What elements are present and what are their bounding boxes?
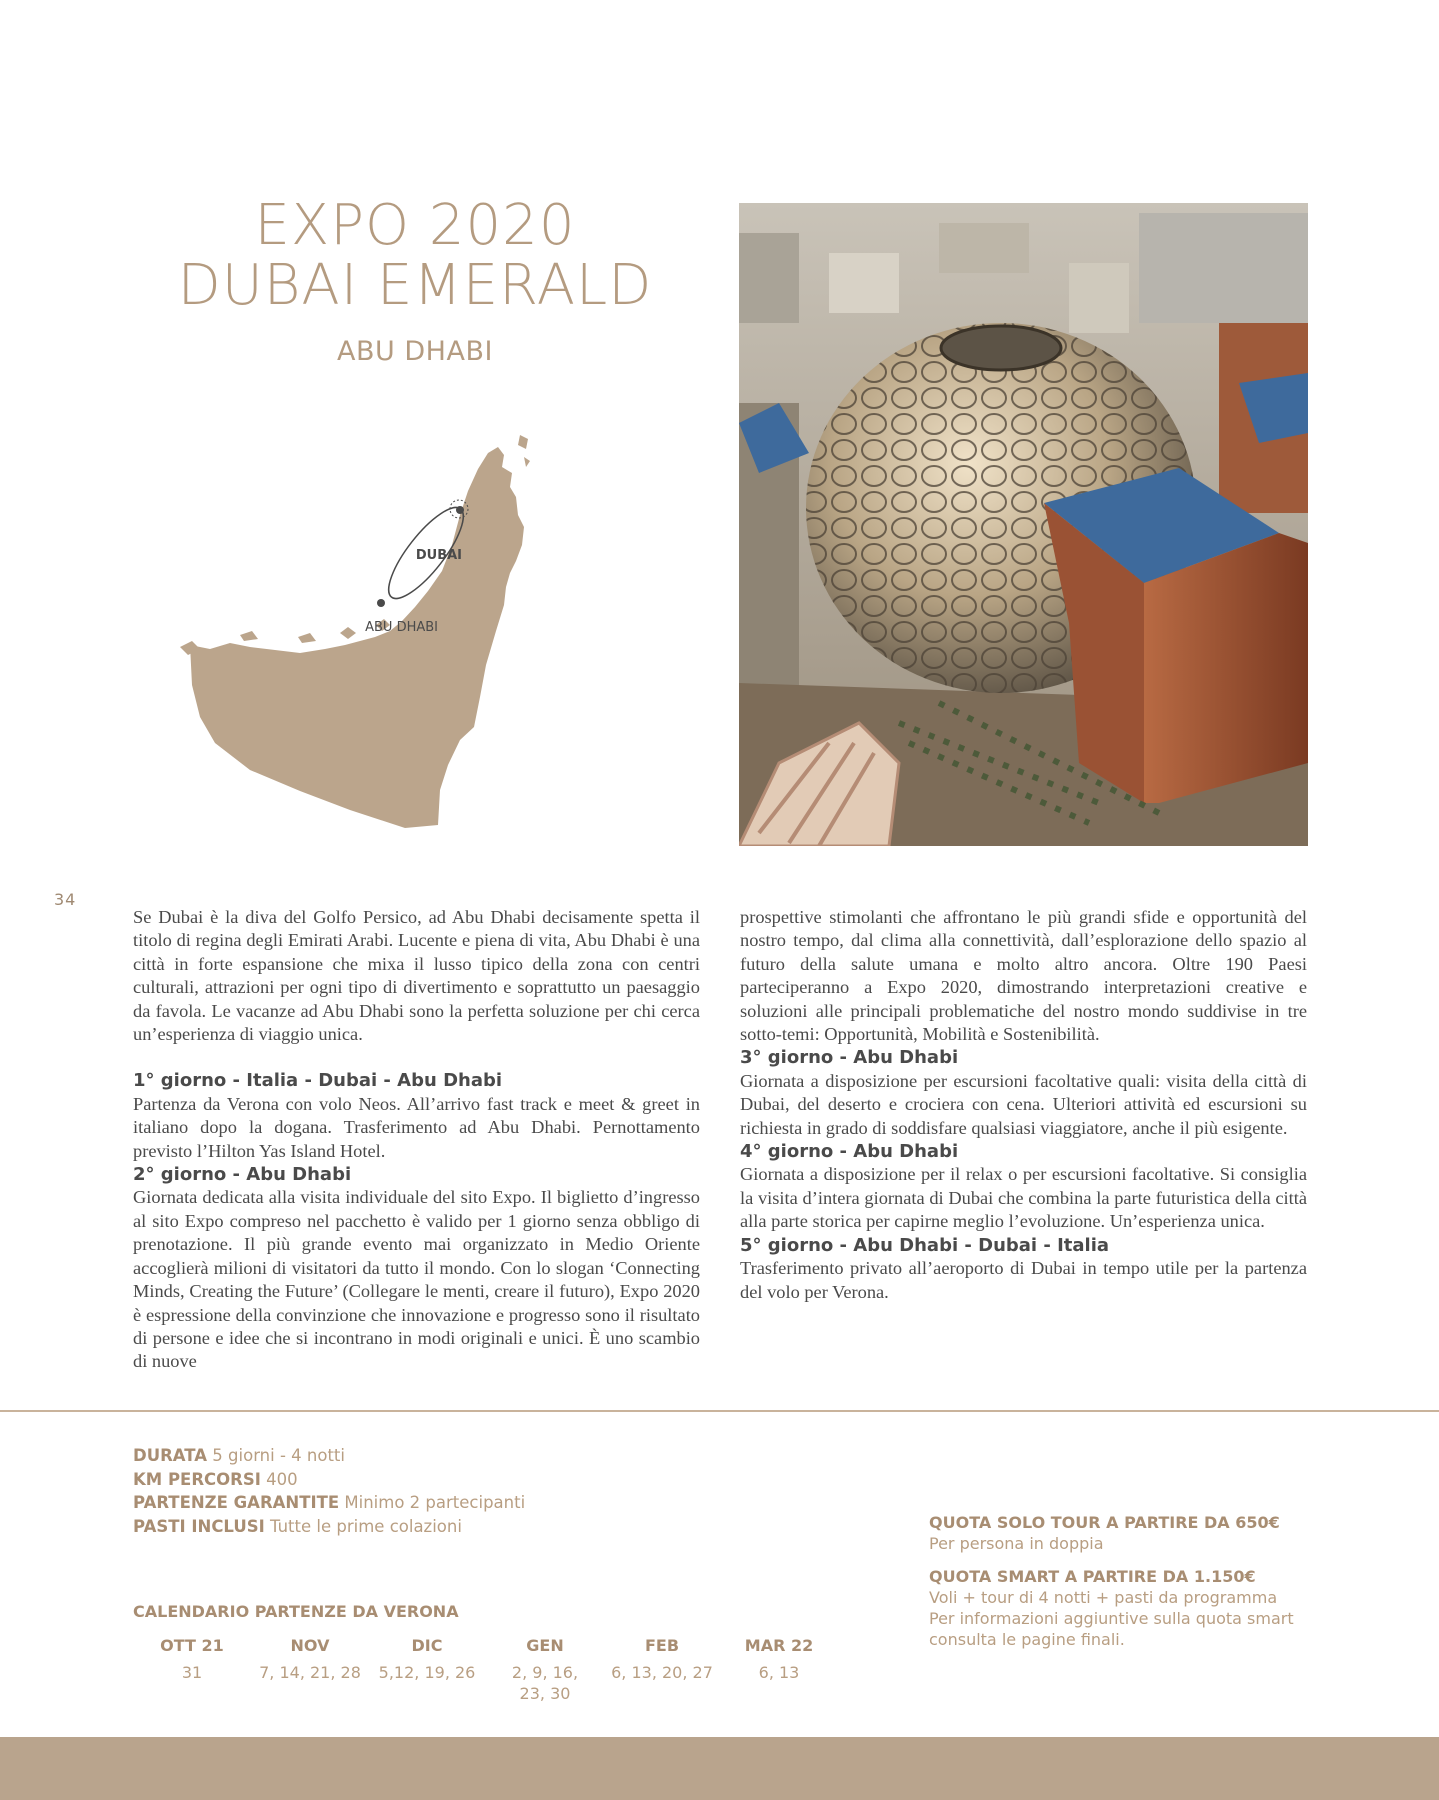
calendar-title: CALENDARIO PARTENZE DA VERONA	[133, 1602, 459, 1621]
intro-paragraph: Se Dubai è la diva del Golfo Persico, ad Abu Dhabi decisamente spetta il titolo di regina degli Emirati Arabi. Lucente e piena di vita, Abu Dhabi è una città in forte espansione che mixa il lusso tipico della zona con centri culturali, attrazioni per ogni tipo di divertimento e soprattutto un paesaggio da favola. Le vacanze ad Abu Dhabi sono la perfetta soluzione per chi cerca un’esperienza di viaggio unica.	[133, 907, 700, 1045]
footer-band	[0, 1737, 1439, 1800]
dome-oculus	[941, 326, 1061, 370]
text-column-left	[133, 906, 700, 1374]
day-2-text-continued: prospettive stimolanti che affrontano le più grandi sfide e opportunità del nostro tempo, dal clima alla connettività, dall’esplorazione dello spazio al futuro della salute umana e molto altro ancora. Oltre 190 Paesi parteciperanno a Expo 2020, dimostrando interpretazioni creative e soluzioni alle principali problematiche del nostro mondo suddivise in tre sotto-temi: Opportunità, Mobilità e Sostenibilità.	[740, 907, 1307, 1045]
calendar-month-name: MAR 22	[744, 1636, 814, 1655]
page-subtitle: ABU DHABI	[337, 336, 493, 367]
island-7	[524, 457, 530, 467]
bg-building-2	[829, 253, 899, 313]
bg-building-5	[1139, 213, 1308, 323]
island-4	[340, 627, 356, 639]
abudhabi-marker-icon	[377, 599, 385, 607]
day-4-heading: 4° giorno - Abu Dhabi	[740, 1141, 959, 1163]
spacer	[133, 1046, 700, 1069]
info-km: KM PERCORSI 400	[133, 1469, 298, 1489]
dubai-marker-icon	[456, 506, 464, 514]
island-6	[518, 435, 528, 449]
price-smart-heading: QUOTA SMART A PARTIRE DA 1.150€	[929, 1567, 1256, 1586]
calendar-dates: 7, 14, 21, 28	[259, 1663, 361, 1682]
day-2-text: Giornata dedicata alla visita individuale del sito Expo. Il biglietto d’ingresso al sito Expo compreso nel pacchetto è valido per 1 giorno senza obbligo di prenotazione. Il più grande evento mai organizzato in Medio Oriente accoglierà milioni di visitatori da tutto il mondo. Con lo slogan ‘Connecting Minds, Creating the Future’ (Collegare le menti, creare il futuro), Expo 2020 è espressione della convinzione che innovazione e progresso sono il risultato di persone e idee che si incontrano in modi originali e unici. È uno scambio di nuove	[133, 1187, 700, 1372]
uae-land-shape	[190, 447, 524, 828]
bg-building-4	[1069, 263, 1129, 333]
map-label-abudhabi: ABU DHABI	[365, 620, 438, 635]
price-box	[929, 1512, 1329, 1650]
island-2	[240, 631, 258, 641]
day-5-text: Trasferimento privato all’aeroporto di Dubai in tempo utile per la partenza del volo per Verona.	[740, 1258, 1307, 1302]
map-label-dubai: DUBAI	[415, 548, 462, 563]
calendar-dates: 6, 13	[758, 1663, 800, 1682]
calendar-month-name: GEN	[526, 1636, 564, 1655]
uae-map	[180, 435, 660, 835]
calendar-month-name: OTT 21	[160, 1636, 224, 1655]
calendar-month	[484, 1634, 606, 1704]
island-3	[298, 633, 316, 643]
calendar-month	[250, 1634, 370, 1683]
text-column-right	[740, 906, 1307, 1304]
price-tour-heading: QUOTA SOLO TOUR A PARTIRE DA 650€	[929, 1513, 1280, 1532]
calendar-dates: 5,12, 19, 26	[378, 1663, 476, 1682]
calendar-dates: 2, 9, 16, 23, 30	[511, 1663, 579, 1703]
trip-info	[133, 1444, 525, 1538]
spacer	[929, 1554, 1329, 1566]
page-title	[120, 193, 710, 318]
calendar-dates: 6, 13, 20, 27	[611, 1663, 713, 1682]
calendar-month	[132, 1634, 252, 1683]
day-1-heading: 1° giorno - Italia - Dubai - Abu Dhabi	[133, 1070, 503, 1092]
section-divider	[0, 1410, 1439, 1412]
bg-building-1	[739, 233, 799, 323]
price-tour-note: Per persona in doppia	[929, 1534, 1104, 1553]
calendar-month-name: DIC	[411, 1636, 443, 1655]
calendar-dates: 31	[181, 1663, 203, 1682]
day-3-text: Giornata a disposizione per escursioni facoltative quali: visita della città di Dubai, del deserto e crociera con cena. Ulteriori attività ed escursioni su richiesta in grado di soddisfare qualsiasi viaggiatore, anche il più esigente.	[740, 1070, 1307, 1138]
info-durata: DURATA 5 giorni - 4 notti	[133, 1446, 345, 1465]
page-number: 34	[54, 890, 77, 909]
calendar-month-name: NOV	[290, 1636, 330, 1655]
expo-dome-photo	[739, 203, 1308, 846]
day-4-text: Giornata a disposizione per il relax o per escursioni facoltative. Si consiglia la visita d’intera giornata di Dubai che combina la parte futuristica della città alla parte storica per capirne meglio l’evoluzione. Un’esperienza unica.	[740, 1164, 1307, 1232]
info-partenze: PARTENZE GARANTITE Minimo 2 partecipanti	[133, 1493, 526, 1513]
day-5-heading: 5° giorno - Abu Dhabi - Dubai - Italia	[740, 1234, 1110, 1256]
day-2-heading: 2° giorno - Abu Dhabi	[133, 1164, 352, 1186]
price-smart-note-2: Per informazioni aggiuntive sulla quota smart consulta le pagine finali.	[929, 1609, 1294, 1649]
calendar-month	[602, 1634, 722, 1683]
calendar-month	[367, 1634, 487, 1683]
calendar-month-name: FEB	[644, 1636, 680, 1655]
calendar-month	[719, 1634, 839, 1683]
title-line-2: DUBAI EMERALD	[177, 253, 653, 318]
day-1-text: Partenza da Verona con volo Neos. All’arrivo fast track e meet & greet in italiano dopo la dogana. Trasferimento ad Abu Dhabi. Pernottamento previsto l’Hilton Yas Island Hotel.	[133, 1093, 700, 1161]
day-3-heading: 3° giorno - Abu Dhabi	[740, 1047, 959, 1069]
bg-building-3	[939, 223, 1029, 273]
title-line-1: EXPO 2020	[254, 193, 576, 258]
price-smart-note-1: Voli + tour di 4 notti + pasti da programma	[929, 1588, 1278, 1607]
info-pasti: PASTI INCLUSI Tutte le prime colazioni	[133, 1516, 462, 1536]
